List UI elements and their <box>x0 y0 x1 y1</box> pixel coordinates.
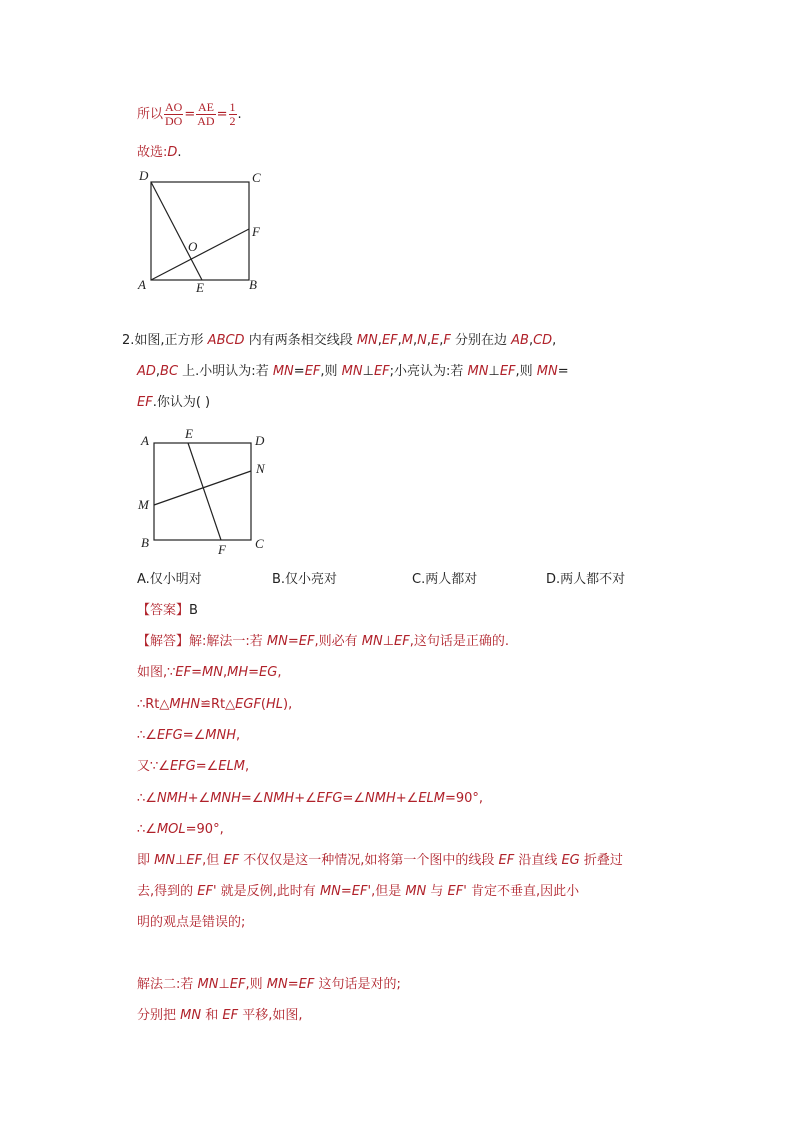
text-run: ,则 <box>320 364 342 379</box>
text-run: EF <box>499 364 516 379</box>
label-f: F <box>218 542 226 557</box>
segment-de <box>151 182 202 280</box>
text-run: EF <box>175 665 192 680</box>
fraction-denominator: AD <box>197 114 215 128</box>
text-run: MN <box>197 977 219 992</box>
text-run: =∠ <box>240 791 264 806</box>
text-run: ,则 <box>515 364 537 379</box>
text-run: MN <box>202 665 223 680</box>
text-run: MN <box>536 364 558 379</box>
square-outline <box>151 182 249 280</box>
question-2-line-1 <box>122 331 556 351</box>
text-run: 内有两条相交线段 <box>244 333 357 348</box>
text-run: EF <box>186 853 203 868</box>
segment-af <box>151 229 249 280</box>
label-e: E <box>185 426 193 441</box>
text-run: MN <box>319 884 341 899</box>
text-run: NMH <box>263 791 295 806</box>
text-run: EFG <box>169 759 196 774</box>
text-run: = <box>248 665 260 680</box>
text-run: ∴∠ <box>137 728 157 743</box>
text-run: 就是反例,此时有 <box>216 884 320 899</box>
equals-sign: = <box>216 107 228 122</box>
text-run: ∴∠ <box>137 791 157 806</box>
text-run: ⊥ <box>488 364 500 379</box>
text-run: 2.如图,正方形 <box>122 333 208 348</box>
fraction-ao-do <box>164 101 183 128</box>
label-b: B <box>249 277 257 292</box>
fraction-denominator: 2 <box>229 114 236 128</box>
label-c: C <box>252 170 261 185</box>
text-run: , <box>244 759 250 774</box>
text-run: MH <box>227 665 249 680</box>
solution-line-8 <box>137 851 623 871</box>
fraction-numerator: 1 <box>229 100 236 114</box>
text-run: MNH <box>205 728 236 743</box>
text-run: ⊥ <box>382 634 395 649</box>
ratio-line <box>137 100 242 130</box>
fraction-one-half <box>229 101 237 128</box>
text-run: EF <box>298 634 315 649</box>
text-run: NMH <box>156 791 188 806</box>
text-run: M <box>401 333 413 348</box>
text-run: 即 <box>137 853 155 868</box>
fraction-numerator: AO <box>165 100 183 114</box>
text-run: = <box>557 364 569 379</box>
text-run: E <box>431 333 440 348</box>
choice-line <box>137 143 182 163</box>
equals-sign: = <box>184 107 196 122</box>
text-run: ( <box>260 697 266 712</box>
text-run: ,但 <box>202 853 224 868</box>
text-run: BC <box>160 364 179 379</box>
text-run: 分别把 <box>137 1008 181 1023</box>
text-run: EF' <box>447 884 467 899</box>
text-run: ;小亮认为:若 <box>389 364 468 379</box>
text-run: AB <box>511 333 529 348</box>
text-run: 不仅仅是这一种情况,如将第一个图中的线段 <box>239 853 499 868</box>
answer-value: B <box>189 603 198 618</box>
question-2-line-2 <box>137 362 569 382</box>
text-run: MN <box>180 1008 202 1023</box>
text-run: .你认为( ) <box>152 395 211 410</box>
text-run: =∠ <box>182 728 206 743</box>
text-run: , <box>222 665 228 680</box>
label-f: F <box>252 224 260 239</box>
text-run: ), <box>283 697 293 712</box>
solution-line-11 <box>137 975 401 995</box>
text-run: MN <box>154 853 176 868</box>
text-run: =∠ <box>342 791 366 806</box>
text-run: ⊥ <box>362 364 374 379</box>
text-run: , <box>439 333 444 348</box>
text-run: EG <box>561 853 580 868</box>
label-m: M <box>138 497 149 512</box>
text-run: = <box>340 884 352 899</box>
text-run: ≌Rt△ <box>200 697 236 712</box>
text-run: ⊥ <box>218 977 230 992</box>
choice-prefix: 故选: <box>137 145 168 160</box>
text-run: CD <box>533 333 553 348</box>
solution-line-6 <box>137 789 483 809</box>
text-run: ,这句话是正确的. <box>409 634 509 649</box>
text-run: MN <box>405 884 427 899</box>
label-b: B <box>141 535 149 550</box>
solution-line-5 <box>137 757 249 777</box>
option-d: D.两人都不对 <box>546 572 626 587</box>
text-run: 分别在边 <box>450 333 512 348</box>
text-run: EF <box>222 1008 239 1023</box>
text-run: 又∵∠ <box>137 759 170 774</box>
text-run: 与 <box>426 884 448 899</box>
text-run: , <box>397 333 402 348</box>
text-run: , <box>155 364 161 379</box>
choice-answer: D <box>167 145 178 160</box>
text-run: =90°, <box>445 791 484 806</box>
text-run: +∠ <box>187 791 211 806</box>
label-a: A <box>141 433 149 448</box>
solution-line-7 <box>137 820 224 840</box>
text-run: , <box>426 333 432 348</box>
text-run: MNH <box>210 791 241 806</box>
text-run: ELM <box>418 791 445 806</box>
text-run: ∴Rt△ <box>137 697 170 712</box>
text-run: 折叠过 <box>579 853 623 868</box>
text-run: = <box>293 364 305 379</box>
text-run: ∴∠ <box>137 822 157 837</box>
solution-line-12 <box>137 1006 302 1026</box>
text-run: HL <box>266 697 284 712</box>
text-run: 沿直线 <box>514 853 562 868</box>
text-run: EF <box>381 333 398 348</box>
text-run: =∠ <box>195 759 219 774</box>
text-run: EG <box>259 665 278 680</box>
solution-line-3 <box>137 695 292 715</box>
text-run: ABCD <box>207 333 245 348</box>
choice-end: . <box>177 145 182 160</box>
text-run: ELM <box>218 759 245 774</box>
text-run: MHN <box>169 697 201 712</box>
text-run: MN <box>356 333 378 348</box>
text-run: MN <box>266 634 288 649</box>
text-run: AD <box>137 364 156 379</box>
fraction-numerator: AE <box>197 100 214 114</box>
text-run: , <box>277 665 282 680</box>
text-run: EF <box>298 977 315 992</box>
text-run: +∠ <box>395 791 419 806</box>
text-run: 解:解法一:若 <box>189 634 267 649</box>
text-run: , <box>528 333 534 348</box>
text-run: 这句话是对的; <box>314 977 401 992</box>
text-run: ⊥ <box>175 853 187 868</box>
fraction-denominator: DO <box>165 114 183 128</box>
solution-line-9 <box>137 882 579 902</box>
text-run: 上.小明认为:若 <box>178 364 273 379</box>
text-run: N <box>417 333 427 348</box>
text-run: MN <box>266 977 288 992</box>
segment-mn <box>154 471 251 505</box>
solution-line-2 <box>137 663 281 683</box>
text-run: EF <box>304 364 321 379</box>
text-run: EGF <box>235 697 261 712</box>
solution-line-1-text <box>189 634 509 649</box>
text-run: EF <box>394 634 410 649</box>
square-outline <box>154 443 251 540</box>
text-run: F <box>443 333 451 348</box>
text-run: 肯定不垂直,因此小 <box>466 884 580 899</box>
text-run: EF <box>498 853 515 868</box>
label-e: E <box>196 280 204 295</box>
label-d: D <box>255 433 265 448</box>
text-run: 平移,如图, <box>238 1008 303 1023</box>
text-run: MOL <box>156 822 186 837</box>
text-run: ,则 <box>245 977 267 992</box>
label-n: N <box>256 461 265 476</box>
text-run: 明的观点是错误的; <box>137 915 246 930</box>
solution-line-1 <box>137 632 509 652</box>
text-run: EF <box>223 853 240 868</box>
text-run: NMH <box>365 791 396 806</box>
label-c: C <box>255 536 264 551</box>
text-run: 如图,∵ <box>137 665 176 680</box>
text-run: EFG <box>316 791 343 806</box>
text-run: = <box>191 665 203 680</box>
text-run: 解法二:若 <box>137 977 198 992</box>
text-run: +∠ <box>294 791 317 806</box>
text-run: ,则必有 <box>314 634 362 649</box>
answer-label: 【答案】 <box>137 603 190 618</box>
option-a: A.仅小明对 <box>137 572 202 587</box>
figure-square-abcd-2 <box>135 425 280 560</box>
text-run: MN <box>272 364 294 379</box>
text-run: 去,得到的 <box>137 884 198 899</box>
question-2-line-3 <box>137 393 210 413</box>
figure-square-abcd-1 <box>130 165 280 300</box>
option-b: B.仅小亮对 <box>272 572 338 587</box>
text-run: , <box>413 333 418 348</box>
label-d: D <box>139 168 149 183</box>
text-run: 和 <box>201 1008 223 1023</box>
text-run: MN <box>467 364 489 379</box>
label-a: A <box>138 277 146 292</box>
text-run: EF <box>229 977 246 992</box>
text-run: EF' <box>351 884 372 899</box>
option-c: C.两人都对 <box>412 572 478 587</box>
text-run: EFG <box>156 728 183 743</box>
ratio-prefix: 所以 <box>137 107 164 122</box>
text-run: , <box>552 333 557 348</box>
text-run: ,但是 <box>371 884 406 899</box>
text-run: EF' <box>197 884 217 899</box>
text-run: = <box>287 977 299 992</box>
label-o: O <box>188 239 198 254</box>
text-run: MN <box>361 634 383 649</box>
text-run: =90°, <box>185 822 224 837</box>
ratio-end: . <box>237 107 242 122</box>
fraction-ae-ad <box>196 101 215 128</box>
answer-line <box>137 601 198 621</box>
text-run: , <box>235 728 241 743</box>
solution-line-4 <box>137 726 240 746</box>
text-run: = <box>287 634 299 649</box>
text-run: EF <box>373 364 390 379</box>
solution-label: 【解答】 <box>137 634 190 649</box>
text-run: , <box>377 333 382 348</box>
text-run: MN <box>341 364 363 379</box>
text-run: EF <box>137 395 153 410</box>
solution-line-10 <box>137 913 245 933</box>
